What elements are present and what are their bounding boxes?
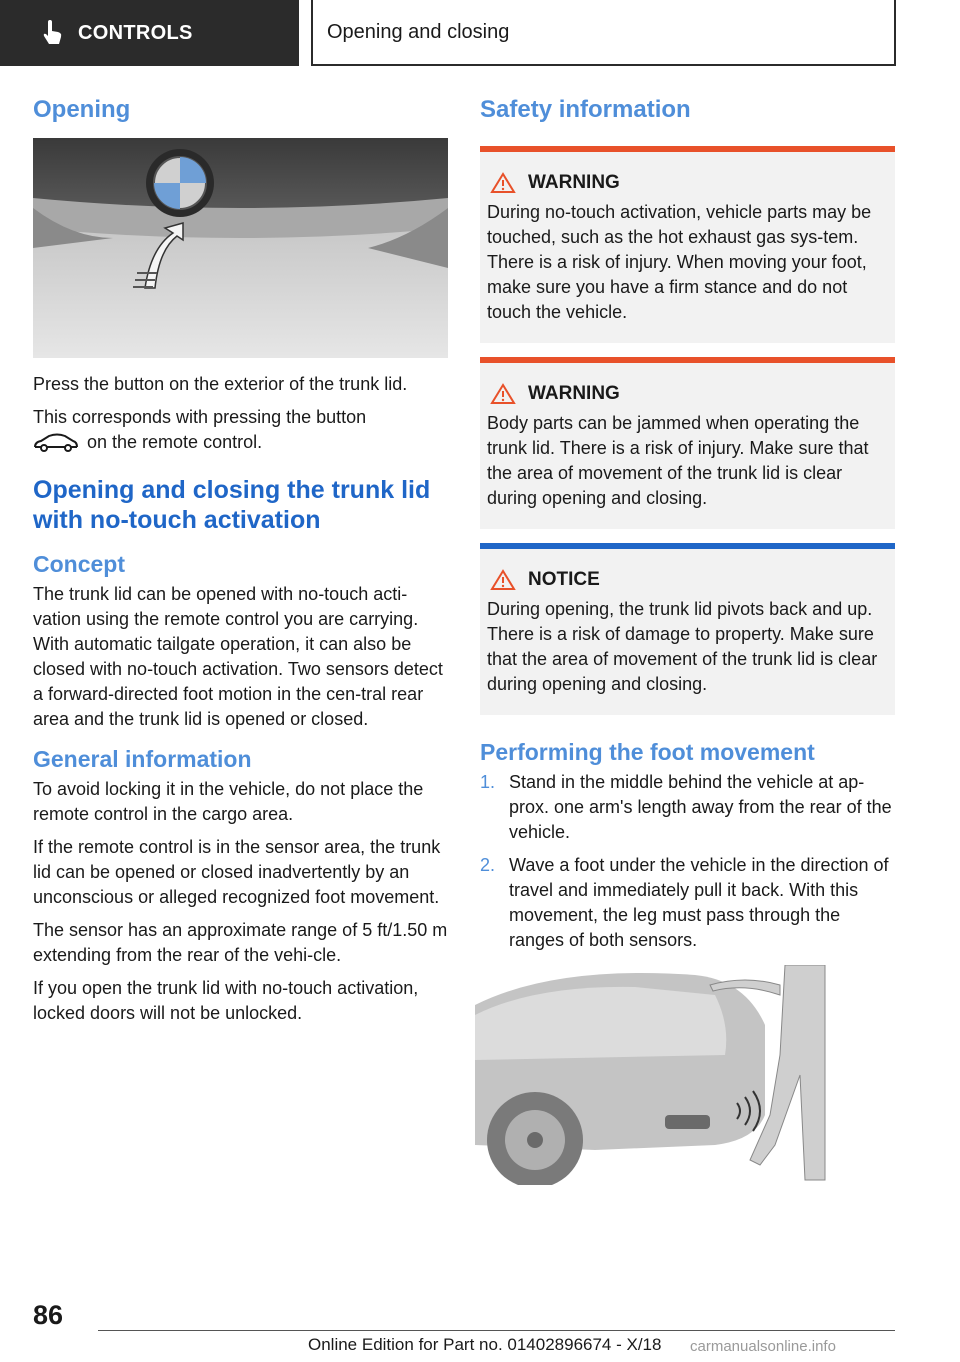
chapter-title: Opening and closing — [311, 0, 896, 66]
notice-type: NOTICE — [528, 569, 600, 590]
notice-type: WARNING — [528, 383, 620, 404]
warning-box-2 — [480, 357, 895, 529]
step-number: 2. — [480, 855, 496, 875]
page-number: 86 — [33, 1300, 64, 1330]
right-column — [480, 96, 895, 1185]
general-paragraph-3: The sensor has an approximate range of 5 ft/1.50 m extending from the rear of the vehi‐cle. — [33, 920, 448, 965]
page-header — [0, 0, 960, 66]
notice-box — [480, 543, 895, 715]
remote-text-b: on the remote control. — [87, 432, 263, 452]
hand-pointer-icon — [40, 20, 64, 46]
watermark-text: carmanualsonline.info — [690, 1338, 836, 1355]
warning-box-1 — [480, 146, 895, 343]
notice-text: During opening, the trunk lid pivots back and up. There is a risk of damage to property. Make sure that the area of movement of the trunk lid is clear during opening and closing. — [487, 599, 878, 694]
edition-text: Online Edition for Part no. 01402896674 - X/18 — [308, 1335, 662, 1354]
main-heading: Opening and closing the trunk lid with no-touch activation — [33, 476, 431, 534]
remote-text-a: This corresponds with pressing the button — [33, 407, 367, 427]
general-paragraph-2: If the remote control is in the sensor area, the trunk lid can be opened or closed inadvertently by an unconscious or alleged recognized foot movement. — [33, 837, 441, 907]
general-paragraph-1: To avoid locking it in the vehicle, do not place the remote control in the cargo area. — [33, 779, 424, 824]
warning-triangle-icon — [490, 383, 516, 405]
section-tab — [0, 0, 299, 66]
concept-paragraph: The trunk lid can be opened with no-touch acti‐vation using the remote control you are carrying. With automatic tailgate operation, it can also be closed with no-touch activation. Two sensors detect a forward-directed foot motion in the cen‐tral rear area and the trunk lid is opened or closed. — [33, 584, 443, 729]
foot-movement-figure — [475, 965, 830, 1185]
section-label: CONTROLS — [78, 21, 193, 44]
general-paragraph-4: If you open the trunk lid with no-touch activation, locked doors will not be unlocked. — [33, 978, 419, 1023]
list-item — [480, 853, 895, 953]
car-trunk-icon — [33, 433, 79, 453]
foot-movement-heading: Performing the foot movement — [480, 739, 815, 765]
warning-triangle-icon — [490, 172, 516, 194]
step-text: Stand in the middle behind the vehicle at ap‐prox. one arm's length away from the rear of the vehicle. — [509, 772, 892, 842]
trunk-button-figure — [33, 138, 448, 358]
paragraph-remote-button — [33, 405, 448, 455]
notice-text: Body parts can be jammed when operating the trunk lid. There is a risk of injury. Make sure that the area of movement of the trunk lid is clear during opening and closing. — [487, 413, 869, 508]
footer-divider — [98, 1330, 895, 1331]
left-column — [33, 96, 448, 1034]
concept-heading: Concept — [33, 551, 125, 577]
step-text: Wave a foot under the vehicle in the direction of travel and immediately pull it back. With this movement, the leg must pass through the ranges of both sensors. — [509, 855, 889, 950]
list-item — [480, 770, 895, 845]
warning-triangle-icon — [490, 569, 516, 591]
steps-list — [480, 770, 895, 953]
notice-text: During no-touch activation, vehicle parts may be touched, such as the hot exhaust gas sys‐tem. There is a risk of injury. When moving your foot, make sure you have a firm stance and do not touch the vehicle. — [487, 202, 872, 322]
safety-heading: Safety information — [480, 96, 691, 123]
general-info-heading: General information — [33, 746, 252, 772]
notice-type: WARNING — [528, 172, 620, 193]
paragraph-press-button: Press the button on the exterior of the trunk lid. — [33, 374, 408, 394]
step-number: 1. — [480, 772, 496, 792]
opening-heading: Opening — [33, 96, 131, 123]
